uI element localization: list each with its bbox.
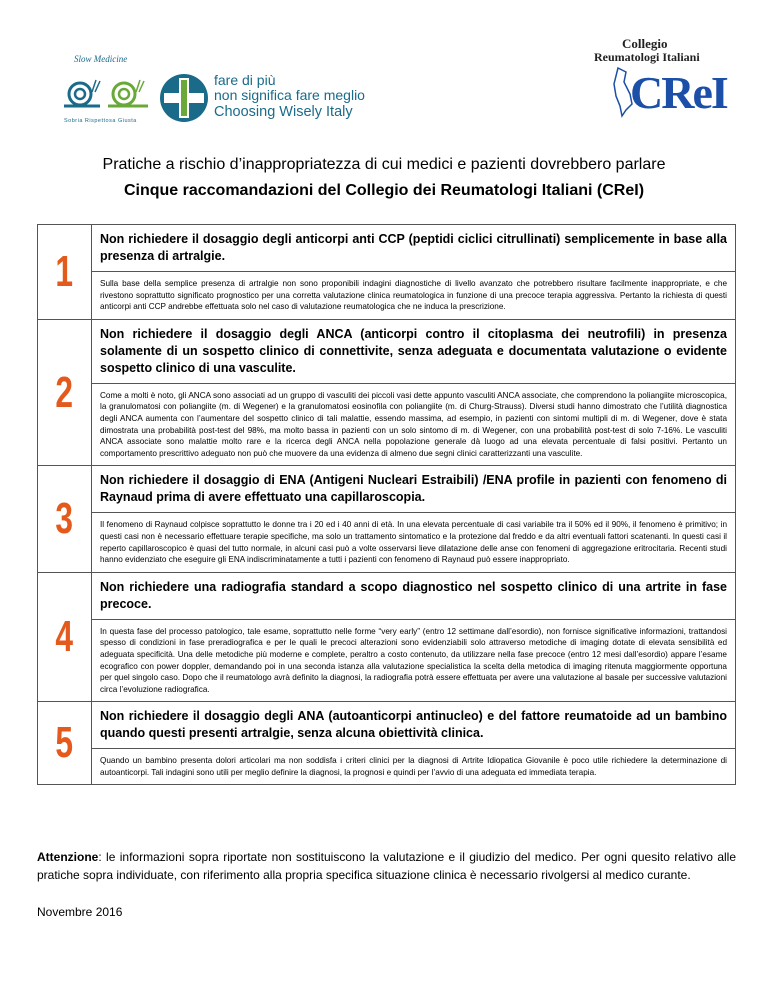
recommendation-body: Come a molti è noto, gli ANCA sono associati ad un gruppo di vasculiti dei piccoli vasi dette appunto vasculiti ANCA associate, che comprendono la poliangiite microscopica, la granulomatosi con poliangiite (m. di Wegener) e la granulomatosi eosinofila con poliangiite (m. di Churg-Strauss). Diversi studi hanno dimostrato che l’utilità diagnostica degli ANCA aumenta con l’aumentare del sospetto clinico di tali malattie, essendo massima, ad esempio, in pazienti con sintomi multipli di m. di Wegener, dove è stata dimostrata una probabilità post-test del 98%, ma molto bassa in pazienti con un solo sintomo di m. di Wegener, con una probabilità post-test di solo 7-16%. Le vasculiti ANCA associate sono malattie molto rare e la ricerca degli ANCA nella popolazione generale dà luogo ad una elevata percentuale di falsi positivi. Pertanto un comportamento prescrittivo adeguato non può che muovere da una evidenza di almeno due segni clinici caratterizzanti una vasculite. [100,390,727,458]
recommendation-row-3 [38,465,735,571]
recommendation-number: 1 [38,225,92,319]
choosing-wisely-logo [158,70,388,128]
recommendation-number: 3 [38,466,92,571]
recommendation-number: 5 [38,702,92,784]
recommendation-title: Non richiedere il dosaggio degli anticorpi anti CCP (peptidi ciclici citrullinati) semplicemente in base alla presenza di artralgie. [92,225,735,272]
cw-line-3: Choosing Wisely Italy [214,104,353,120]
recommendation-row-5 [38,701,735,784]
recommendation-number: 2 [38,320,92,466]
crei-mark: CReI [630,67,727,118]
recommendation-number: 4 [38,573,92,702]
recommendation-row-4 [38,572,735,702]
cw-line-2: non significa fare meglio [214,87,365,103]
recommendation-title: Non richiedere il dosaggio degli ANCA (anticorpi contro il citoplasma dei neutrofili) in presenza solamente di un sospetto clinico di connettivite, senza adeguata e documentata valutazione o evidente sospetto clinico di una vasculite. [92,320,735,384]
page-title: Cinque raccomandazioni del Collegio dei Reumatologi Italiani (CReI) [123,182,645,199]
recommendation-body: Quando un bambino presenta dolori articolari ma non soddisfa i criteri clinici per la diagnosi di Artrite Idiopatica Giovanile è poco utile richiedere la determinazione di autoanticorpi. Tali indagini sono utili per meglio definire la diagnosi, la prognosi e quindi per l’avvio di una adeguata ed immediata terapia. [100,756,727,777]
disclaimer-note [37,848,736,884]
recommendation-body: In questa fase del processo patologico, tale esame, soprattutto nelle forme “very early” (entro 12 settimane dall’esordio), non fornisce significative informazioni, trattandosi spesso di condizioni in fase preradiografica e per le quali le precoci alterazioni sono evidenziabili solo attraverso metodiche di imaging dotate di elevata sensibilità ed adeguata specificità. Una delle metodiche più moderne e complete, peraltro a costo contenuto, da utilizzare nella fase precoce (entro 12 mesi dall’esordio) appare l’esame ecografico con power doppler, demandando poi in una seconda istanza alla valutazione specialistica la scelta della metodica di imaging ritenuta maggiormente opportuna per quel singolo caso. Dopo che il reumatologo avrà definito la diagnosi, la radiografia potrà essere effettuata per avere una valutazione al basale per successive valutazioni circa l’evoluzione radiografica. [100,626,727,694]
recommendation-body: Il fenomeno di Raynaud colpisce soprattutto le donne tra i 20 ed i 40 anni di età. In una elevata percentuale di casi variabile tra il 50% ed il 90%, il fenomeno è primitivo; in questi casi non è necessario effettuare terapie specifiche, ma solo un trattamento sintomatico e la protezione dal freddo e da altri eventuali fattori scatenanti. In questi casi il reperto capillaroscopico è quasi del tutto normale, in alcuni casi può a volte osservarsi lieve dilatazione delle anse con fenomeni di aggregazione eritrocitaria. Recenti studi hanno evidenziato che eseguire gli ENA indiscriminatamente a tutti i pazienti con fenomeno di Raynaud può essere inappropriato. [100,520,727,565]
disclaimer-text: : le informazioni sopra riportate non sostituiscono la valutazione e il giudizio del medico. Per ogni quesito relativo alle pratiche sopra individuate, con riferimento alla propria specifica situazione clinica è necessario rivolgersi al medico curante. [37,850,736,882]
crei-line-1: Collegio [622,36,668,51]
disclaimer-label: Attenzione [37,850,99,864]
snails-icon [60,66,156,116]
slow-medicine-subtitle: Sobria Rispettosa Giusta [64,118,137,124]
recommendations-table [37,224,736,785]
cross-circle-icon [158,70,210,126]
recommendation-body: Sulla base della semplice presenza di artralgie non sono proponibili indagini diagnostiche di livello avanzato che potrebbero risultare facilmente inappropriate, e che rivestono soprattutto significato prognostico per una corretta valutazione clinica reumatologica in funzione di una precoce terapia aggressiva. Pertanto la richiesta di questi anticorpi anti CCP andrebbe effettuata solo nel caso di valutazione reumatologica che ne induca la prescrizione. [100,279,727,312]
recommendation-row-2 [38,319,735,466]
recommendation-row-1 [38,225,735,319]
slow-medicine-logo [58,44,158,130]
document-date: Novembre 2016 [37,905,123,919]
slow-medicine-title: Slow Medicine [74,54,128,64]
recommendation-title: Non richiedere il dosaggio di ENA (Antigeni Nucleari Estraibili) /ENA profile in pazienti con fenomeno di Raynaud prima di avere effettuato una capillaroscopia. [92,466,735,513]
recommendation-title: Non richiedere il dosaggio degli ANA (autoanticorpi antinucleo) e del fattore reumatoide ad un bambino quando questi presenti artralgie, senza alcuna obiettività clinica. [92,702,735,749]
crei-line-2: Reumatologi Italiani [594,50,700,64]
crei-logo [590,36,727,122]
recommendation-title: Non richiedere una radiografia standard a scopo diagnostico nel sospetto clinico di una artrite in fase precoce. [92,573,735,620]
page-subtitle: Pratiche a rischio d’inappropriatezza di cui medici e pazienti dovrebbero parlare [102,156,666,173]
cw-line-1: fare di più [214,72,276,88]
